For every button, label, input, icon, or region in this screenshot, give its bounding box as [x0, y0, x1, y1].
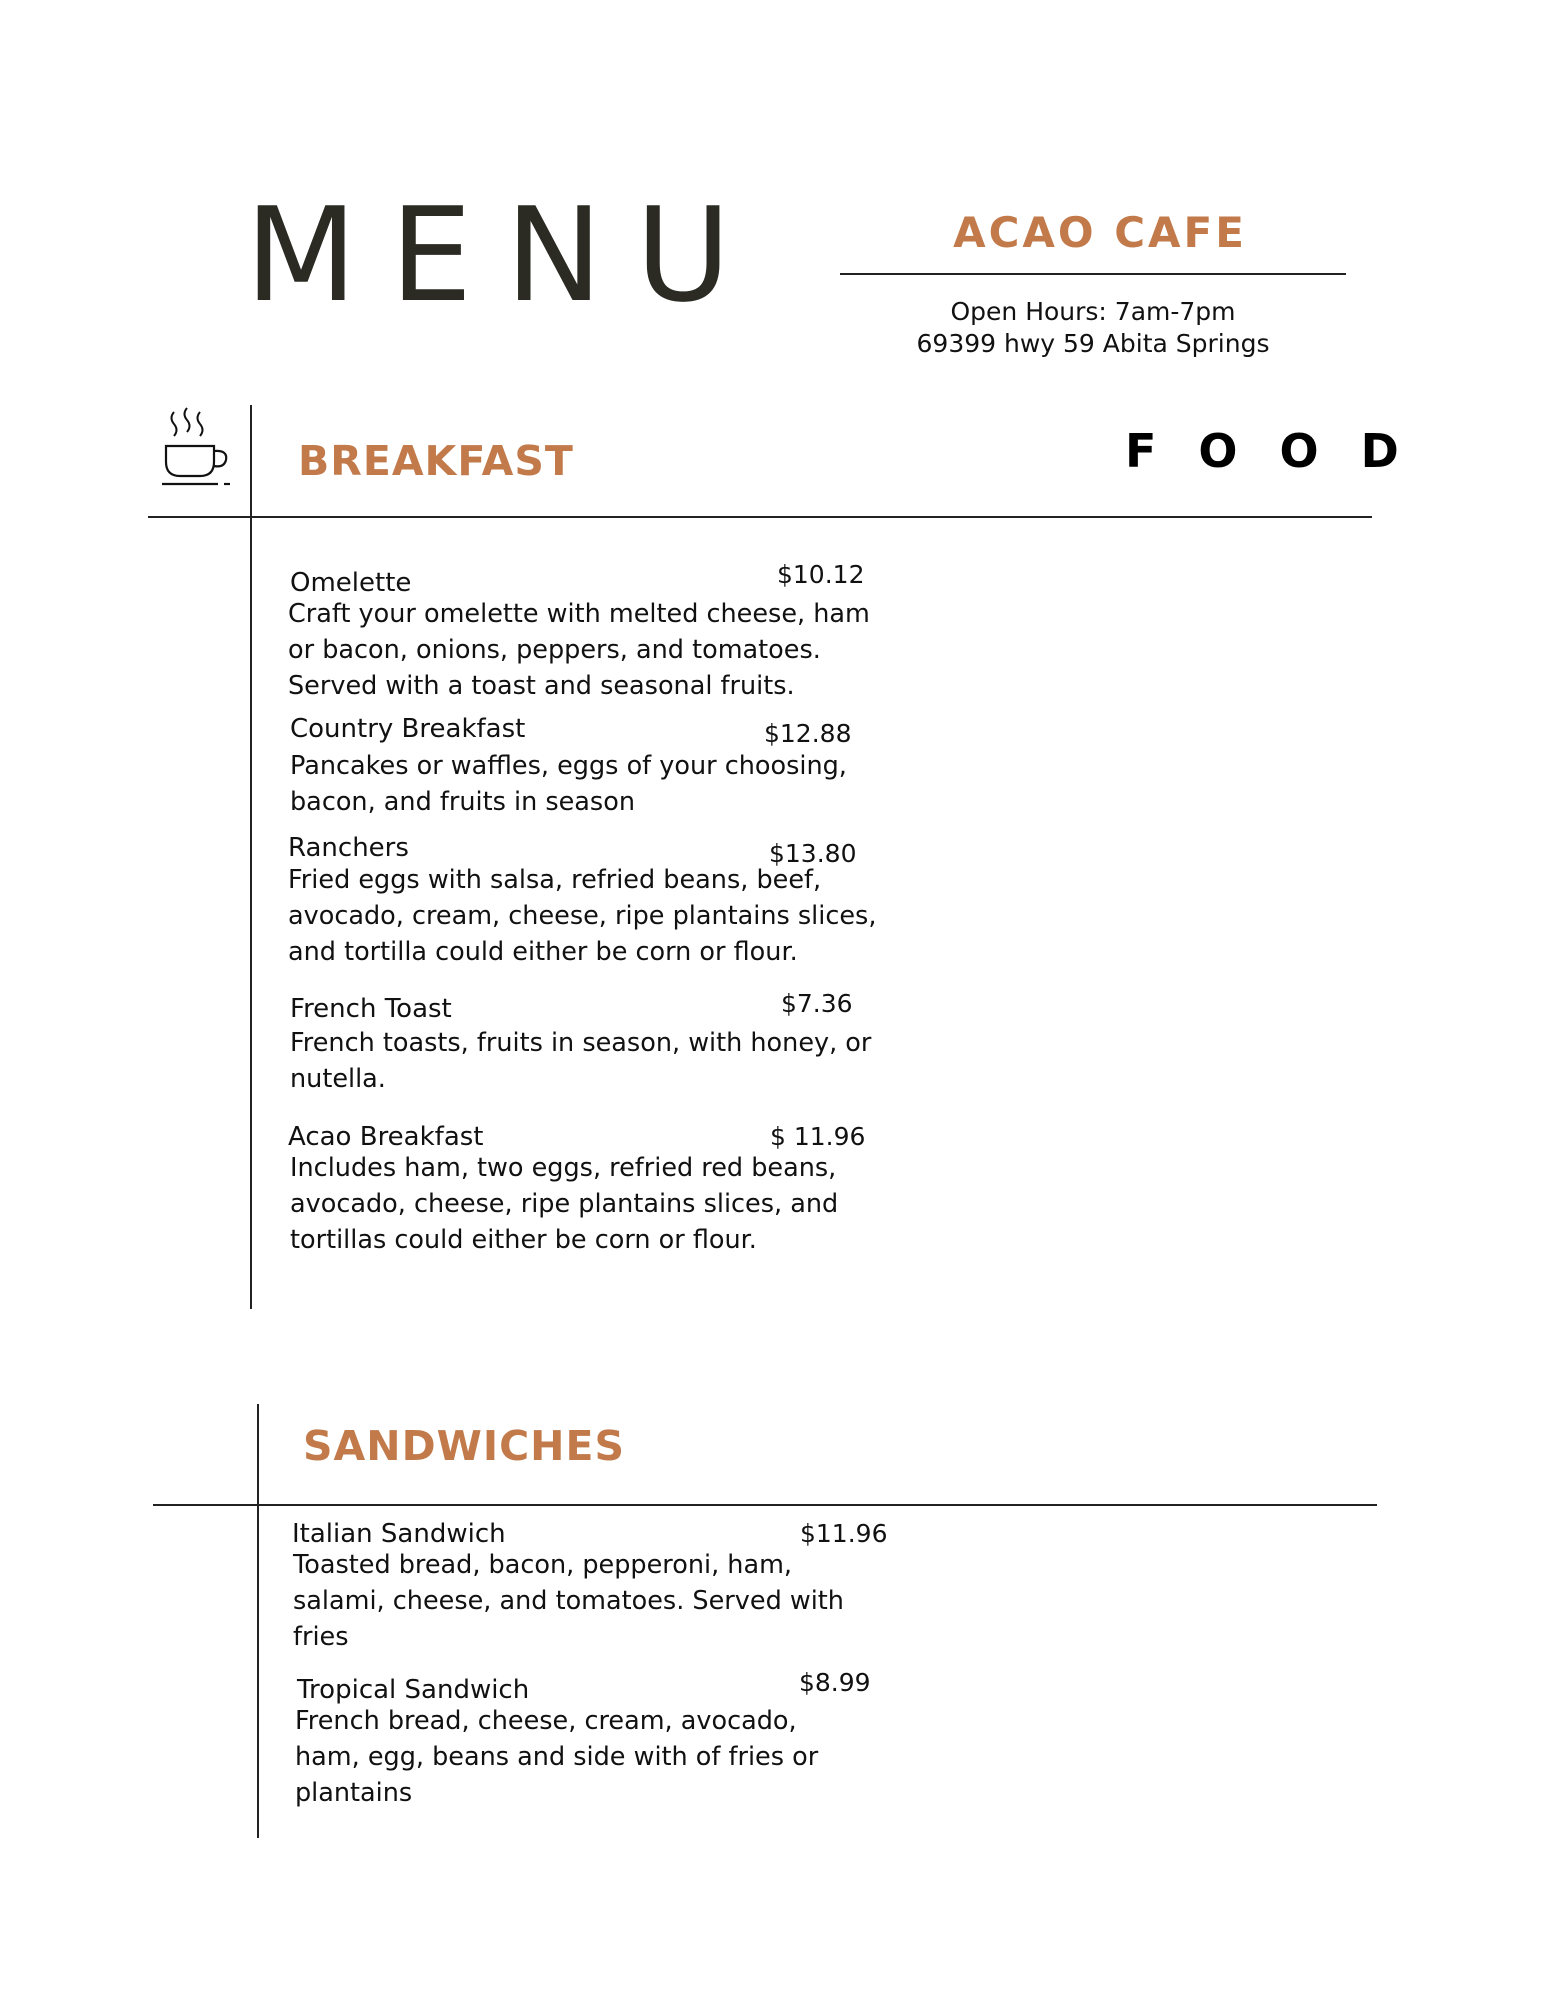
- item-price: $11.96: [800, 1519, 888, 1548]
- item-description: Pancakes or waffles, eggs of your choosing, bacon, and fruits in season: [290, 751, 847, 817]
- coffee-cup-icon: [160, 406, 236, 488]
- item-description: Craft your omelette with melted cheese, ham or bacon, onions, peppers, and tomatoes. Served with a toast and seasonal fruits.: [288, 599, 870, 701]
- item-price: $13.80: [769, 839, 857, 868]
- breakfast-horizontal-rule: [148, 516, 1372, 518]
- sandwiches-vertical-rule: [257, 1404, 259, 1838]
- item-name: Country Breakfast: [290, 714, 526, 744]
- item-name: Omelette: [290, 568, 412, 598]
- food-label: FOOD: [1125, 424, 1441, 478]
- item-price: $ 11.96: [770, 1122, 866, 1151]
- item-price: $8.99: [799, 1668, 871, 1697]
- item-description: Includes ham, two eggs, refried red beans, avocado, cheese, ripe plantains slices, and tortillas could either be corn or flour.: [290, 1153, 839, 1255]
- item-name: Italian Sandwich: [292, 1519, 506, 1549]
- breakfast-vertical-rule: [250, 405, 252, 1309]
- open-hours: Open Hours: 7am-7pm: [950, 297, 1236, 326]
- cafe-name: ACAO CAFE: [953, 208, 1247, 257]
- item-name: French Toast: [290, 994, 452, 1024]
- item-price: $10.12: [777, 560, 865, 589]
- cafe-info: [840, 296, 1346, 360]
- item-description: French toasts, fruits in season, with honey, or nutella.: [290, 1028, 872, 1094]
- item-name: Tropical Sandwich: [297, 1675, 530, 1705]
- item-price: $12.88: [764, 719, 852, 748]
- item-price: $7.36: [781, 989, 853, 1018]
- page-title: MENU: [245, 179, 764, 331]
- sandwiches-heading: SANDWICHES: [303, 1422, 626, 1470]
- address: 69399 hwy 59 Abita Springs: [916, 329, 1270, 358]
- item-name: Acao Breakfast: [288, 1122, 484, 1152]
- cafe-name-divider: [840, 273, 1346, 275]
- breakfast-heading: BREAKFAST: [298, 437, 574, 485]
- item-description: Toasted bread, bacon, pepperoni, ham, salami, cheese, and tomatoes. Served with fries: [293, 1550, 844, 1652]
- sandwiches-horizontal-rule: [153, 1504, 1377, 1506]
- item-description: French bread, cheese, cream, avocado, ham, egg, beans and side with of fries or plantains: [295, 1706, 819, 1808]
- item-name: Ranchers: [288, 833, 409, 863]
- item-description: Fried eggs with salsa, refried beans, beef, avocado, cream, cheese, ripe plantains slices, and tortilla could either be corn or flour.: [288, 865, 877, 967]
